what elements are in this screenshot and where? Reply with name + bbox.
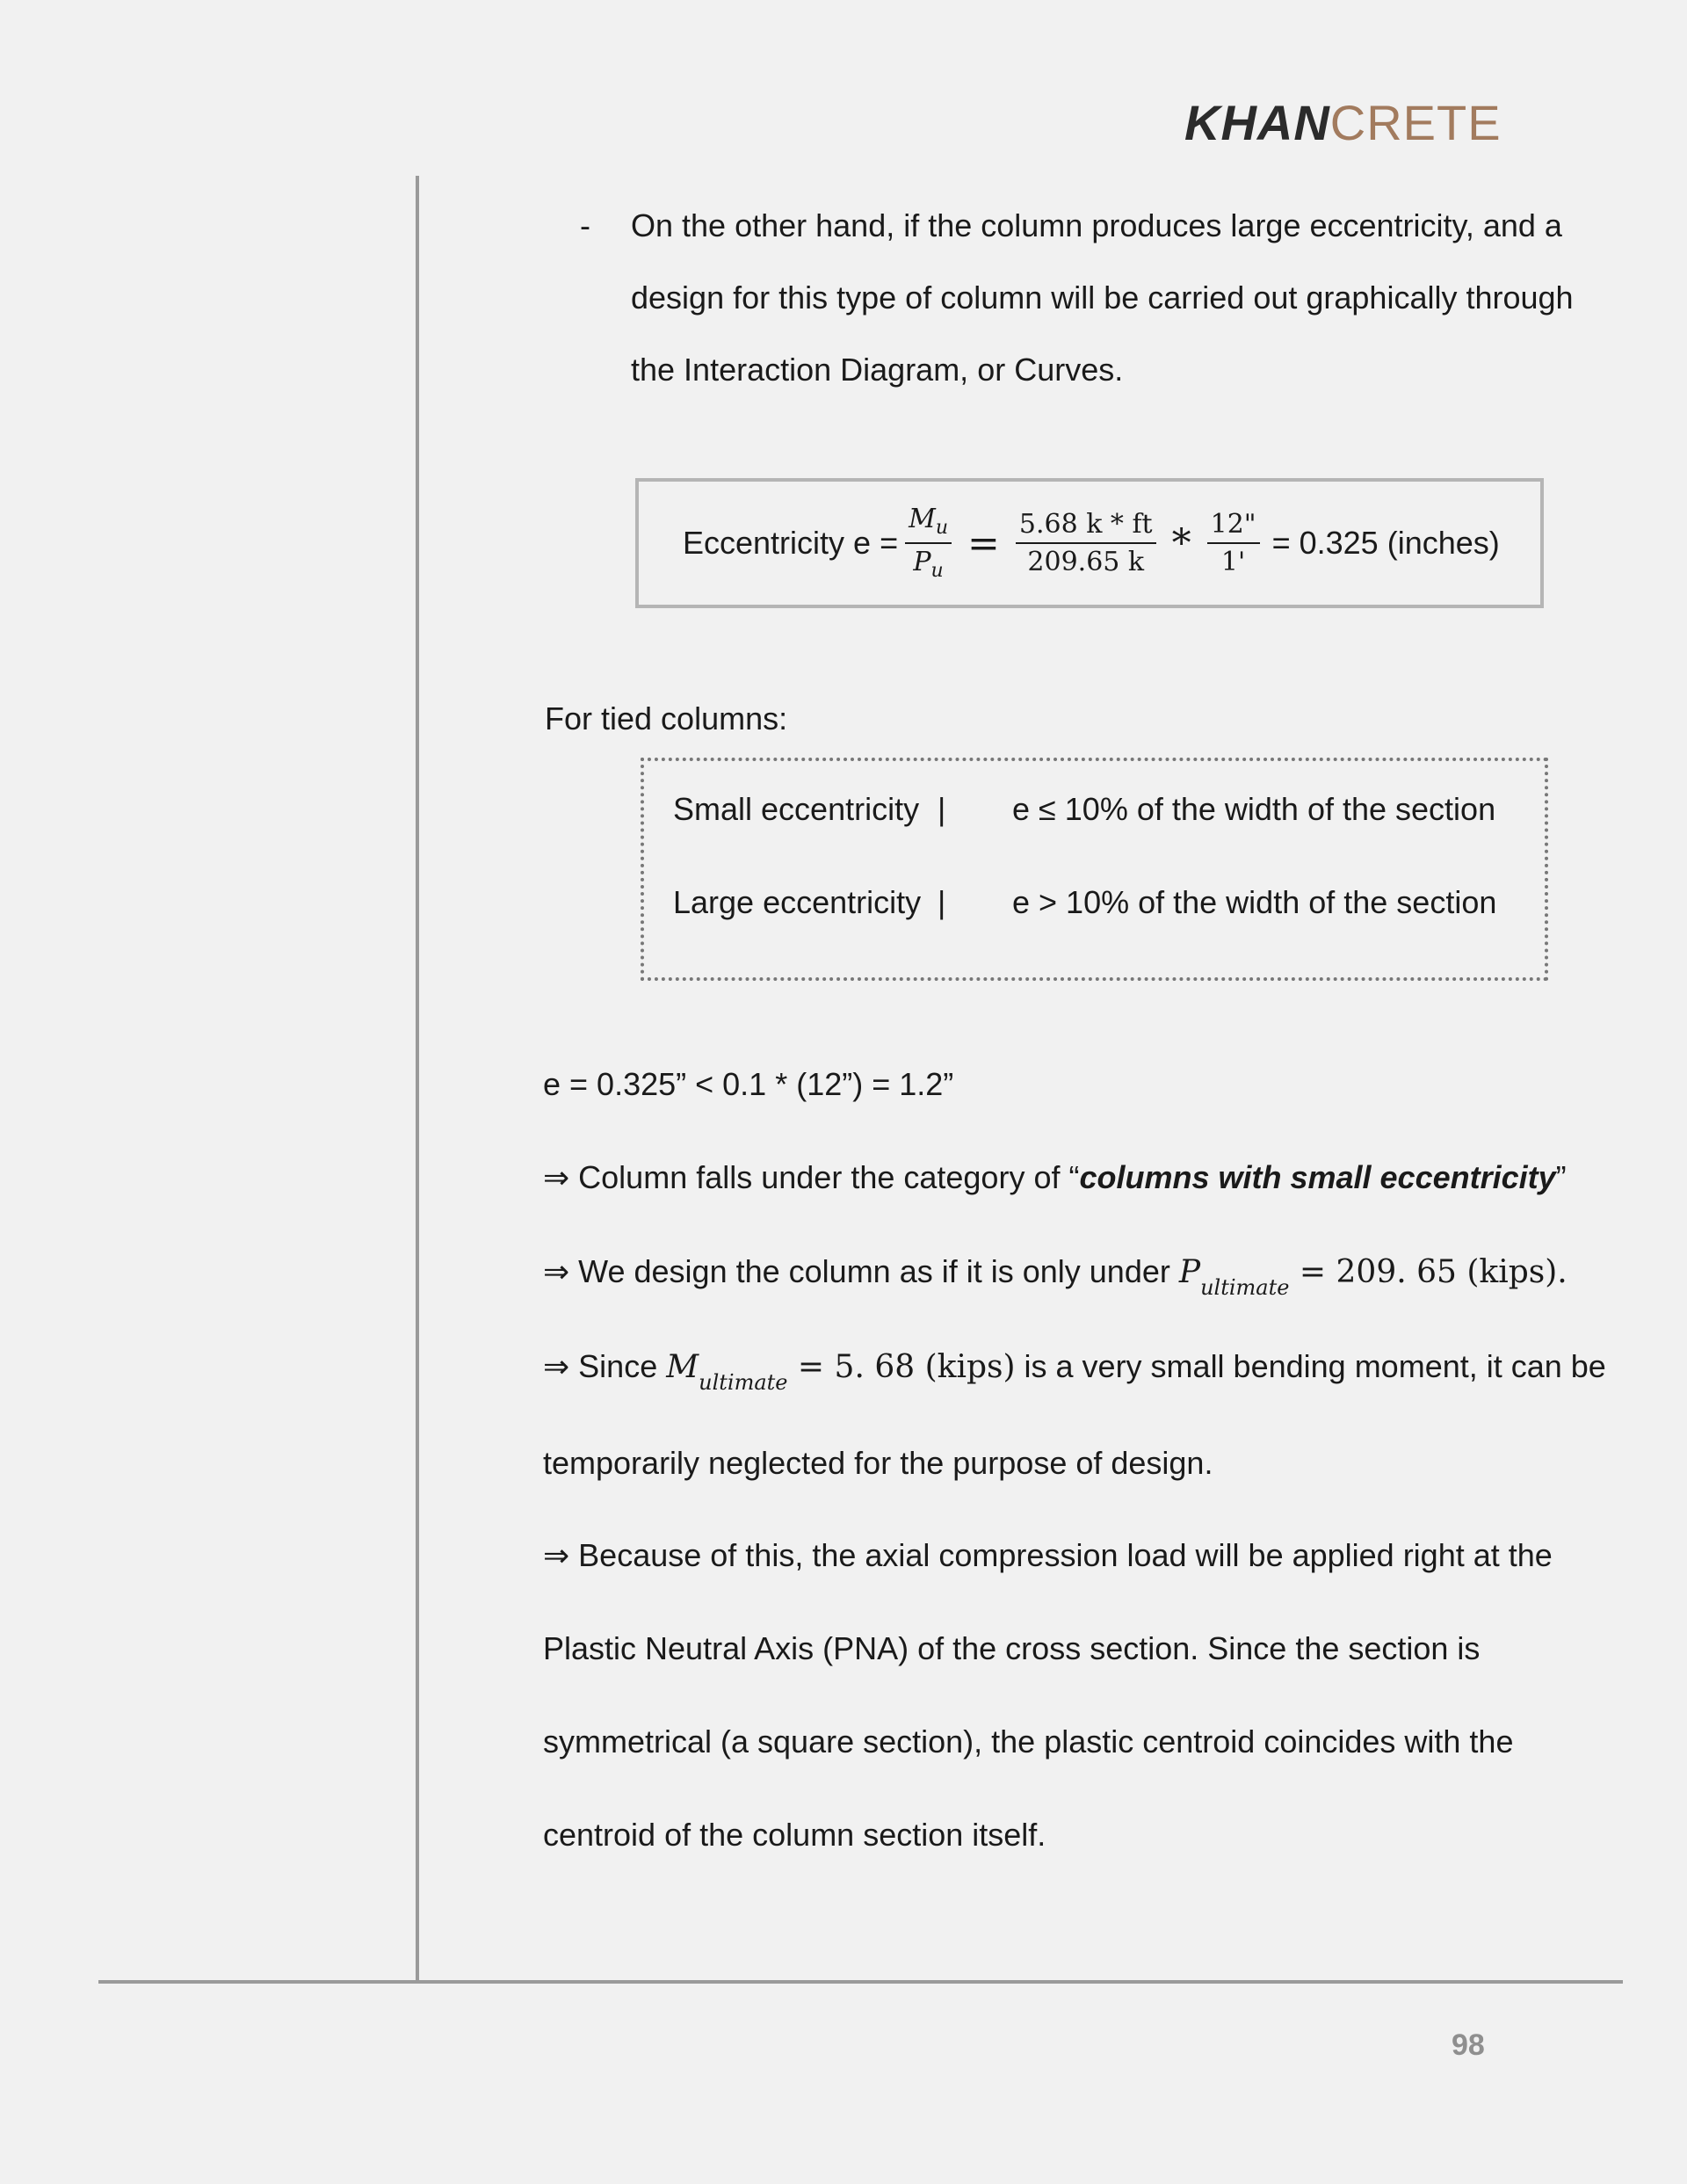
fraction-mu-pu: $\frac{M_u}{P_u}$ bbox=[905, 504, 952, 582]
bullet-line-1: On the other hand, if the column produces large eccentricity, and a bbox=[631, 207, 1562, 243]
design-load-statement: ⇒ We design the column as if it is only under $P_{ultimate} = 209$. 65 (kips). bbox=[543, 1253, 1568, 1300]
criteria-desc-large: e > 10% of the width of the section bbox=[1012, 884, 1497, 920]
criteria-desc-small: e ≤ 10% of the width of the section bbox=[1012, 791, 1496, 827]
bullet-dash: - bbox=[580, 207, 590, 243]
criteria-separator: | bbox=[938, 884, 946, 920]
moment-statement-line-2: temporarily neglected for the purpose of design. bbox=[543, 1445, 1213, 1481]
pna-paragraph-line-1: ⇒ Because of this, the axial compression load will be applied right at the bbox=[543, 1537, 1553, 1573]
footer-horizontal-rule bbox=[98, 1980, 1623, 1984]
criteria-label-large: Large eccentricity bbox=[673, 884, 922, 920]
logo-crete: CRETE bbox=[1329, 95, 1502, 150]
formula-label: Eccentricity e = bbox=[683, 525, 899, 561]
eccentricity-formula-box bbox=[635, 478, 1544, 608]
pna-paragraph-line-3: symmetrical (a square section), the plastic centroid coincides with the bbox=[543, 1723, 1514, 1760]
eccentricity-formula bbox=[683, 482, 1500, 605]
equals-sign: = bbox=[967, 520, 1000, 566]
logo-khan: KHAN bbox=[1184, 95, 1330, 150]
tied-columns-criteria-box bbox=[641, 758, 1548, 981]
fraction-moment-load: $\frac{5.68 k * ft}{209.65 k}$ bbox=[1016, 510, 1156, 577]
brand-logo bbox=[1184, 95, 1502, 150]
moment-statement-line-1: ⇒ Since $M_{ultimate} = 5$. 68 (kips) is a very small bending moment, it can be bbox=[543, 1348, 1606, 1395]
bullet-line-2: design for this type of column will be carried out graphically through bbox=[631, 279, 1574, 316]
formula-result: = 0.325 (inches) bbox=[1271, 525, 1500, 561]
eccentricity-check: e = 0.325” < 0.1 * (12”) = 1.2” bbox=[543, 1066, 954, 1102]
pna-paragraph-line-2: Plastic Neutral Axis (PNA) of the cross section. Since the section is bbox=[543, 1630, 1481, 1666]
margin-vertical-rule bbox=[416, 176, 419, 1983]
bullet-line-3: the Interaction Diagram, or Curves. bbox=[631, 352, 1124, 388]
emphasis-small-eccentricity: columns with small eccentricity bbox=[1079, 1159, 1556, 1195]
criteria-separator: | bbox=[938, 791, 946, 827]
pna-paragraph-line-4: centroid of the column section itself. bbox=[543, 1817, 1046, 1853]
fraction-unit-conversion: $\frac{12"}{1'}$ bbox=[1207, 510, 1260, 577]
tied-columns-heading: For tied columns: bbox=[545, 700, 788, 736]
conclusion-category: ⇒ Column falls under the category of “columns with small eccentricity” bbox=[543, 1159, 1567, 1195]
page-number: 98 bbox=[1452, 2028, 1485, 2062]
criteria-label-small: Small eccentricity bbox=[673, 791, 920, 827]
times-sign: * bbox=[1171, 520, 1191, 566]
